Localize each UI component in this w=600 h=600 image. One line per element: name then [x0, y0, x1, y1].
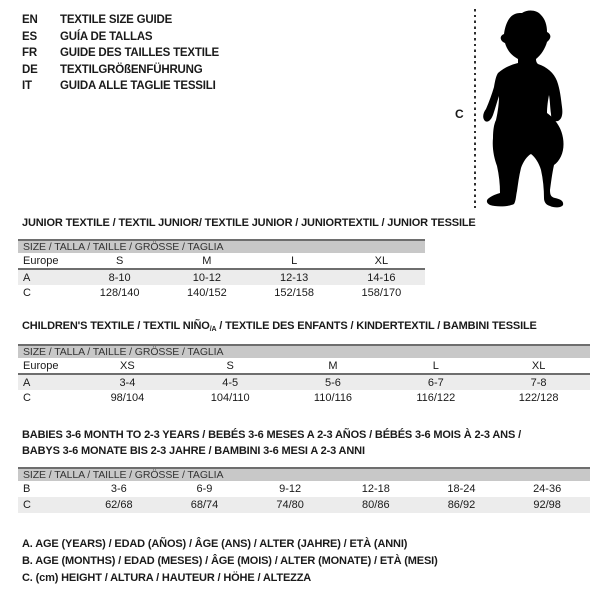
data-cell: 116/122: [416, 392, 456, 404]
title-text: / TEXTILE DES ENFANTS / KINDERTEXTIL / BAMBINI TESSILE: [216, 320, 537, 332]
col-header-cell: XL: [338, 253, 425, 269]
lang-label: GUÍA DE TALLAS: [60, 30, 153, 43]
col-header-cell: S: [179, 358, 282, 374]
data-cell: 128/140: [99, 287, 140, 299]
data-cell: 12-13: [251, 269, 338, 285]
data-cell: 7-8: [487, 374, 590, 390]
title-line-1: BABIES 3-6 MONTH TO 2-3 YEARS / BEBÉS 3-6 MESES A 2-3 AÑOS / BÉBÉS 3-6 MOIS À 2-3 ANS /: [22, 429, 521, 441]
lang-label: GUIDA ALLE TAGLIE TESSILI: [60, 80, 216, 93]
table-row-c: [18, 497, 590, 513]
data-cell: 6-7: [384, 374, 487, 390]
footnotes: [22, 536, 438, 588]
babies-size-table: [18, 467, 590, 513]
col-header-cell: M: [163, 253, 250, 269]
junior-table-title: JUNIOR TEXTILE / TEXTIL JUNIOR/ TEXTILE JUNIOR / JUNIORTEXTIL / JUNIOR TESSILE: [22, 217, 476, 229]
col-header-cell: L: [251, 253, 338, 269]
col-header-cell: S: [76, 253, 163, 269]
title-line-2: BABYS 3-6 MONATE BIS 2-3 JAHRE / BAMBINI 3-6 MESI A 2-3 ANNI: [22, 445, 365, 457]
size-header-bar: SIZE / TALLA / TAILLE / GRÖSSE / TAGLIA: [18, 467, 590, 481]
table-row-a: [18, 374, 590, 390]
children-table-title: [22, 320, 537, 333]
title-subscript: /A: [209, 326, 217, 333]
column-header-row: [18, 358, 590, 374]
baby-silhouette-icon: [480, 8, 570, 208]
data-cell: 86/92: [419, 497, 505, 513]
footnote-line-c: C. (cm) HEIGHT / ALTURA / HAUTEUR / HÖHE / ALTEZZA: [22, 572, 312, 585]
language-list: [22, 12, 219, 95]
data-cell: 14-16: [338, 269, 425, 285]
lang-code: EN: [22, 14, 38, 26]
lang-code: FR: [22, 47, 37, 60]
data-cell: 140/152: [186, 287, 227, 299]
data-cell: 158/170: [361, 287, 402, 299]
data-cell: 80/86: [333, 497, 419, 513]
language-row: [22, 78, 219, 95]
language-row: [22, 45, 219, 62]
col-header-cell: XL: [487, 358, 590, 374]
data-cell: 122/128: [518, 392, 559, 404]
data-cell: 18-24: [447, 483, 476, 495]
row-label-cell: A: [18, 374, 76, 390]
data-cell: 92/98: [504, 497, 590, 513]
region-label-cell: Europe: [18, 253, 76, 269]
footnote-line-a: A. AGE (YEARS) / EDAD (AÑOS) / ÂGE (ANS) / ALTER (JAHRE) / ETÀ (ANNI): [22, 538, 408, 550]
data-cell: 3-4: [76, 374, 179, 390]
junior-size-table: [18, 239, 425, 301]
region-label-cell: Europe: [18, 358, 76, 374]
lang-label: TEXTILE SIZE GUIDE: [60, 14, 173, 26]
babies-table-title: [22, 427, 521, 459]
data-cell: 24-36: [533, 483, 562, 495]
data-cell: 152/158: [274, 287, 314, 299]
size-header-bar: SIZE / TALLA / TAILLE / GRÖSSE / TAGLIA: [18, 239, 425, 253]
data-cell: 5-6: [282, 374, 385, 390]
language-row: [22, 29, 219, 46]
data-cell: 68/74: [162, 497, 248, 513]
lang-code: ES: [22, 30, 37, 43]
data-cell: 10-12: [163, 269, 250, 285]
col-header-cell: M: [282, 358, 385, 374]
data-cell: 9-12: [279, 483, 302, 495]
data-cell: 62/68: [76, 497, 162, 513]
data-cell: 12-18: [361, 483, 390, 495]
row-label-cell: C: [18, 497, 76, 513]
data-cell: 4-5: [179, 374, 282, 390]
column-header-row: [18, 253, 425, 269]
language-row: [22, 62, 219, 79]
language-row: [22, 12, 219, 29]
data-cell: 98/104: [110, 392, 145, 404]
table-row-c: [18, 285, 425, 301]
row-label-cell: C: [23, 392, 31, 404]
size-header-bar: SIZE / TALLA / TAILLE / GRÖSSE / TAGLIA: [18, 344, 590, 358]
height-dashed-line: [474, 9, 476, 208]
data-cell: 6-9: [196, 483, 213, 495]
lang-code: DE: [22, 63, 38, 76]
height-marker-label: C: [455, 107, 464, 121]
lang-label: GUIDE DES TAILLES TEXTILE: [60, 47, 219, 60]
data-cell: 110/116: [313, 392, 353, 404]
lang-code: IT: [22, 80, 32, 93]
footnote-line-b: B. AGE (MONTHS) / EDAD (MESES) / ÂGE (MOIS) / ALTER (MONATE) / ETÀ (MESI): [22, 555, 438, 568]
data-cell: 3-6: [110, 483, 127, 495]
row-label-cell: A: [18, 269, 76, 285]
table-row-a: [18, 269, 425, 285]
table-row-b: [18, 481, 590, 497]
lang-label: TEXTILGRÖßENFÜHRUNG: [60, 63, 203, 76]
data-cell: 8-10: [76, 269, 163, 285]
col-header-cell: L: [384, 358, 487, 374]
children-size-table: [18, 344, 590, 406]
col-header-cell: XS: [76, 358, 179, 374]
table-row-c: [18, 390, 590, 406]
data-cell: 74/80: [247, 497, 333, 513]
row-label-cell: B: [23, 483, 31, 495]
row-label-cell: C: [23, 287, 31, 299]
title-text: CHILDREN'S TEXTILE / TEXTIL NIÑO: [22, 320, 210, 332]
data-cell: 104/110: [210, 392, 250, 404]
